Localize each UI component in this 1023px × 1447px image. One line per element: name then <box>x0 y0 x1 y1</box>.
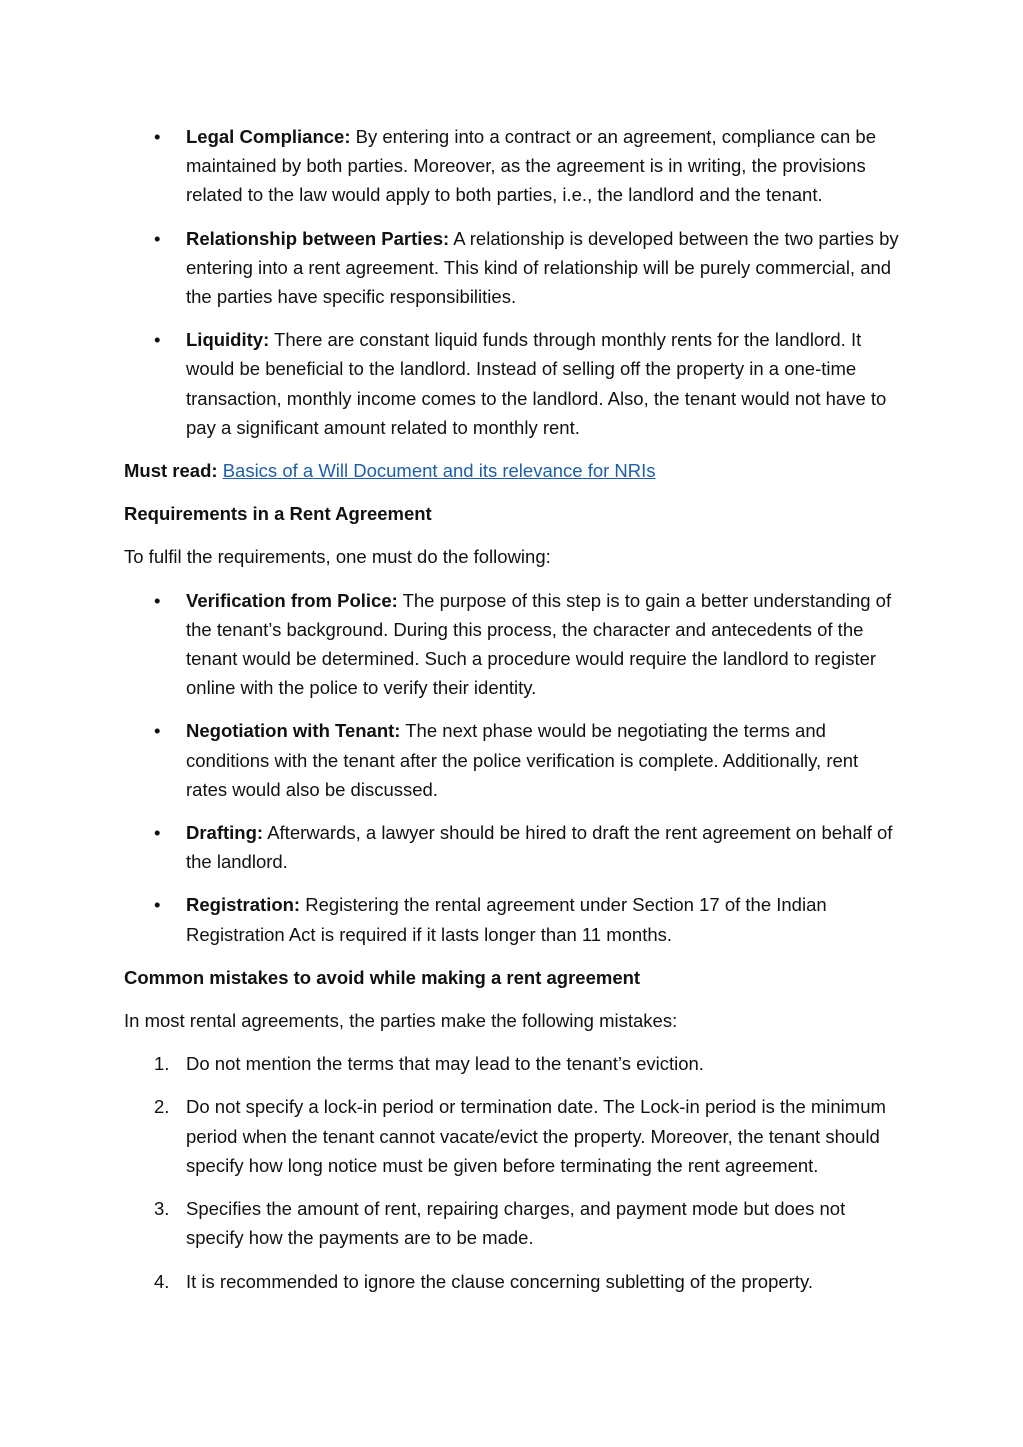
item-text: It is recommended to ignore the clause concerning subletting of the property. <box>186 1270 813 1292</box>
item-text: By entering into a contract or an agreement, compliance can be maintained by both parties. Moreover, as the agreement is in writing, the provisions related to the law would apply to both parties, i.e., the landlord and the tenant. <box>186 126 876 206</box>
bullet-icon: • <box>154 227 161 249</box>
mistakes-intro: In most rental agreements, the parties make the following mistakes: <box>124 1010 678 1032</box>
must-read-line <box>124 456 904 485</box>
list-item <box>154 716 904 804</box>
item-text: There are constant liquid funds through monthly rents for the landlord. It would be beneficial to the landlord. Instead of selling off the property in a one-time transaction, monthly income comes to the landlord. Also, the tenant would not have to pay a significant amount related to monthly rent. <box>186 329 887 438</box>
requirements-list <box>124 586 904 949</box>
item-text: Registering the rental agreement under Section 17 of the Indian Registration Act is required if it lasts longer than 11 months. <box>186 894 827 945</box>
item-text: Do not specify a lock-in period or termination date. The Lock-in period is the minimum period when the tenant cannot vacate/evict the property. Moreover, the tenant should specify how long notice must be given before terminating the rent agreement. <box>186 1096 886 1176</box>
list-item <box>154 1049 904 1078</box>
bullet-icon: • <box>154 894 161 916</box>
list-item <box>154 325 904 442</box>
item-text: Specifies the amount of rent, repairing charges, and payment mode but does not specify how the payments are to be made. <box>186 1198 846 1249</box>
item-text: The purpose of this step is to gain a better understanding of the tenant’s background. During this process, the character and antecedents of the tenant would be determined. Such a procedure would require the landlord to register online with the police to verify their identity. <box>186 589 892 699</box>
bullet-icon: • <box>154 329 161 351</box>
bullet-icon: • <box>154 589 161 611</box>
list-item <box>154 586 904 703</box>
item-number: 3. <box>154 1198 170 1220</box>
mistakes-list <box>124 1049 904 1295</box>
item-term: Negotiation with Tenant: <box>186 720 401 742</box>
must-read-link[interactable]: Basics of a Will Document and its relevance for NRIs <box>222 460 656 482</box>
item-term: Legal Compliance: <box>186 126 351 147</box>
mistakes-heading: Common mistakes to avoid while making a rent agreement <box>124 966 641 988</box>
item-term: Relationship between Parties: <box>186 227 450 249</box>
item-number: 2. <box>154 1096 170 1118</box>
requirements-heading: Requirements in a Rent Agreement <box>124 503 432 525</box>
item-text: A relationship is developed between the two parties by entering into a rent agreement. This kind of relationship will be purely commercial, and the parties have specific responsibilities. <box>186 227 899 308</box>
document-page <box>124 122 904 1310</box>
item-text: Afterwards, a lawyer should be hired to draft the rent agreement on behalf of the landlord. <box>186 822 893 873</box>
list-item <box>154 818 904 876</box>
bullet-icon: • <box>154 126 161 147</box>
item-term: Drafting: <box>186 822 264 844</box>
item-number: 4. <box>154 1270 170 1292</box>
requirements-intro: To fulfil the requirements, one must do the following: <box>124 546 551 568</box>
list-item <box>154 1267 904 1296</box>
bullet-icon: • <box>154 822 161 844</box>
item-term: Registration: <box>186 894 301 916</box>
item-term: Liquidity: <box>186 329 270 351</box>
list-item <box>154 890 904 948</box>
benefits-list <box>124 122 904 442</box>
list-item <box>154 1194 904 1252</box>
item-text: Do not mention the terms that may lead to the tenant’s eviction. <box>186 1053 704 1075</box>
list-item <box>154 224 904 312</box>
item-term: Verification from Police: <box>186 589 398 611</box>
list-item <box>154 122 904 210</box>
item-number: 1. <box>154 1053 170 1075</box>
bullet-icon: • <box>154 720 161 742</box>
list-item <box>154 1092 904 1180</box>
must-read-label: Must read: <box>124 460 218 482</box>
item-text: The next phase would be negotiating the terms and conditions with the tenant after the police verification is complete. Additionally, rent rates would also be discussed. <box>186 720 859 800</box>
